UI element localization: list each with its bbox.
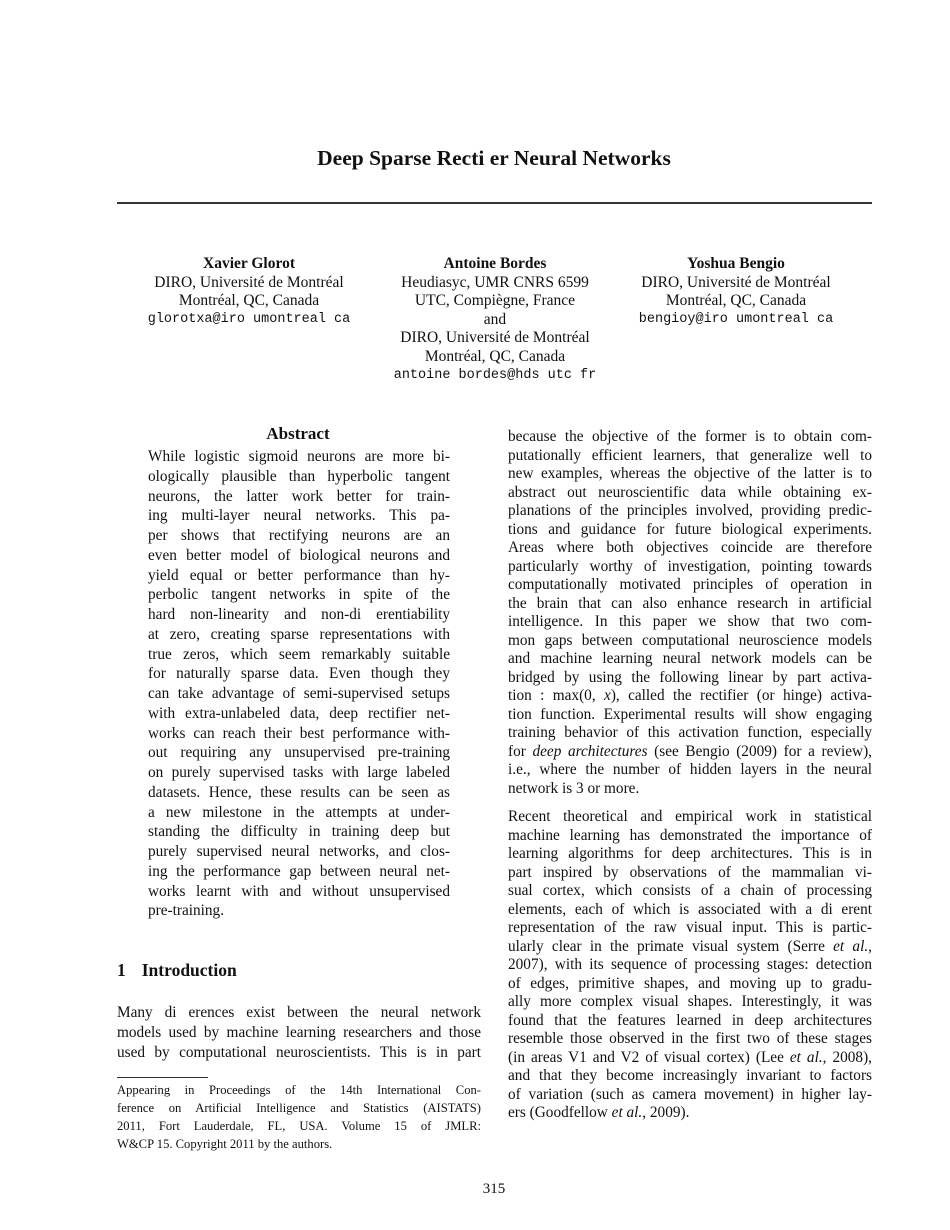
author-email: antoine bordes@hds utc fr — [393, 367, 597, 383]
author-block — [611, 255, 861, 329]
text-line: with extra-unlabeled data, deep rectifier net- — [148, 704, 450, 722]
text-line: ally more complex visual shapes. Interestingly, it was — [508, 993, 872, 1010]
text-line: mon gaps between computational neuroscience models — [508, 631, 872, 649]
author-affiliation: DIRO, Université de Montréal — [641, 273, 831, 291]
text-line: representation of the raw visual input. This is partic- — [508, 919, 872, 936]
italic-text: et al. — [789, 1048, 823, 1066]
text-line: out requiring any unsupervised pre-training — [148, 744, 450, 762]
author-name: Yoshua Bengio — [687, 255, 785, 272]
body-paragraph — [508, 428, 872, 798]
intro-paragraph — [117, 1003, 481, 1062]
author-email: glorotxa@iro umontreal ca — [147, 311, 351, 327]
text-line: i.e., where the number of hidden layers in the neural — [508, 761, 872, 778]
text-line: network is 3 or more. — [508, 779, 640, 797]
author-affiliation: DIRO, Université de Montréal — [400, 329, 590, 347]
text-line: ologically plausible than hyperbolic tangent — [148, 467, 450, 485]
text-line: bridged by using the following linear by part activa- — [508, 668, 872, 686]
text-line: true zeros, which seem remarkably suitable — [148, 645, 450, 663]
text-line: machine learning has demonstrated the importance of — [508, 826, 872, 844]
text-line: ing the performance gap between neural net- — [148, 862, 450, 880]
text-line: 2011, Fort Lauderdale, FL, USA. Volume 15 of JMLR: — [117, 1119, 481, 1133]
text-line: new examples, whereas the objective of the latter is to — [508, 465, 872, 482]
text-line: part inspired by observations of the mammalian vi- — [508, 863, 872, 881]
text-line: standing the difficulty in training deep but — [148, 823, 450, 841]
author-block — [370, 255, 620, 385]
paper-title: Deep Sparse Recti er Neural Networks — [317, 146, 671, 170]
text-line: learning algorithms for deep architectures. This is in — [508, 845, 872, 862]
text-line: can take advantage of semi-supervised setups — [148, 685, 450, 702]
author-email: bengioy@iro umontreal ca — [638, 311, 834, 327]
text-line: ers (Goodfellow et al., 2009). — [508, 1104, 690, 1121]
text-line: planations of the principles involved, providing predic- — [508, 502, 872, 519]
author-block — [124, 255, 374, 329]
text-line: elements, each of which is associated with a di erent — [508, 900, 872, 918]
text-line: a new milestone in the attempts at under- — [148, 803, 450, 821]
text-line: of edges, primitive shapes, and moving up to gradu- — [508, 974, 872, 992]
footnote-rule — [117, 1077, 208, 1078]
text-line: training behavior of this activation function, especially — [508, 724, 872, 741]
text-line: used by computational neuroscientists. This is in part — [117, 1043, 481, 1061]
page-number: 315 — [482, 1181, 506, 1197]
text-line: computationally motivated principles of operation in — [508, 576, 872, 593]
italic-text: et al. — [833, 937, 869, 955]
text-line: sual cortex, which consists of a chain of processing — [508, 882, 872, 899]
text-line: tion function. Experimental results will show engaging — [508, 705, 872, 723]
text-line: Appearing in Proceedings of the 14th International Con- — [117, 1083, 481, 1097]
text-line: Many di erences exist between the neural network — [117, 1004, 481, 1021]
text-line: works can reach their best performance with- — [148, 724, 450, 742]
author-affiliation: DIRO, Université de Montréal — [154, 273, 344, 291]
text-line: putationally efficient learners, that generalize well to — [508, 446, 872, 464]
text-line: at zero, creating sparse representations with — [148, 625, 450, 643]
text-line: on purely supervised tasks with large labeled — [148, 764, 450, 781]
italic-text: et al. — [611, 1104, 643, 1121]
text-line: works learnt with and without unsupervised — [148, 882, 450, 900]
text-line: found that the features learned in deep architectures — [508, 1011, 872, 1029]
text-line: tion : max(0, x), called the rectifier (or hinge) activa- — [508, 687, 872, 704]
body-paragraph — [508, 808, 872, 1123]
text-line: yield equal or better performance than hy- — [148, 566, 450, 584]
text-line: datasets. Hence, these results can be seen as — [148, 783, 450, 801]
text-line: ularly clear in the primate visual system (Serre et al., — [508, 937, 872, 955]
italic-text: x — [604, 687, 611, 704]
text-line: models used by machine learning researchers and those — [117, 1023, 481, 1041]
author-affiliation: Montréal, QC, Canada — [665, 292, 807, 310]
text-line: neurons, the latter work better for train- — [148, 487, 450, 505]
text-line: particularly worthy of investigation, pointing towards — [508, 557, 872, 575]
text-line: resemble those observed in the first two of these stages — [508, 1030, 872, 1047]
text-line: hard non-linearity and non-di erentiability — [148, 606, 450, 623]
text-line: per shows that rectifying neurons are an — [148, 527, 450, 544]
section-heading — [117, 960, 237, 981]
text-line: 2007), with its sequence of processing stages: detection — [508, 956, 872, 973]
author-affiliation: and — [483, 310, 507, 328]
text-line: tions and guidance for future biological experiments. — [508, 520, 872, 538]
text-line: and machine learning neural network models can be — [508, 650, 872, 667]
text-line: perbolic tangent networks in spite of the — [148, 586, 450, 604]
text-line: for deep architectures (see Bengio (2009) for a review), — [508, 742, 873, 760]
text-line: for naturally sparse data. Even though they — [148, 665, 450, 683]
text-line: of variation (such as camera movement) in higher lay- — [508, 1085, 872, 1103]
text-line: W&CP 15. Copyright 2011 by the authors. — [117, 1137, 333, 1151]
abstract-text — [148, 447, 450, 921]
author-name: Xavier Glorot — [203, 255, 295, 272]
text-line: even better model of biological neurons and — [148, 546, 450, 564]
text-line: (in areas V1 and V2 of visual cortex) (Lee et al., 2008), — [508, 1048, 872, 1066]
text-line: because the objective of the former is to obtain com- — [508, 428, 872, 445]
author-name: Antoine Bordes — [443, 255, 547, 272]
text-line: Recent theoretical and empirical work in statistical — [508, 808, 872, 825]
text-line: Areas where both objectives coincide are therefore — [508, 539, 872, 556]
text-line: and that they become increasingly invariant to factors — [508, 1067, 872, 1084]
text-line: intelligence. In this paper we show that two com- — [508, 613, 872, 630]
author-affiliation: Montréal, QC, Canada — [178, 292, 320, 310]
italic-text: deep architectures — [532, 742, 648, 760]
abstract-heading: Abstract — [266, 424, 330, 443]
text-line: While logistic sigmoid neurons are more bi- — [148, 448, 450, 465]
author-affiliation: Heudiasyc, UMR CNRS 6599 — [401, 273, 589, 291]
text-line: abstract out neuroscientific data while obtaining ex- — [508, 483, 872, 501]
text-line: the brain that can also enhance research in artificial — [508, 594, 872, 612]
text-line: ing multi-layer neural networks. This pa- — [148, 507, 450, 525]
author-affiliation: Montréal, QC, Canada — [424, 347, 566, 365]
author-affiliation: UTC, Compiègne, France — [414, 292, 576, 310]
title-rule — [117, 202, 872, 204]
section-number: 1 — [117, 960, 126, 980]
text-line: pre-training. — [148, 902, 225, 920]
text-line: purely supervised neural networks, and clos- — [148, 843, 450, 860]
footnote — [117, 1081, 481, 1153]
section-title: Introduction — [141, 960, 237, 980]
text-line: ference on Artificial Intelligence and Statistics (AISTATS) — [117, 1101, 481, 1115]
